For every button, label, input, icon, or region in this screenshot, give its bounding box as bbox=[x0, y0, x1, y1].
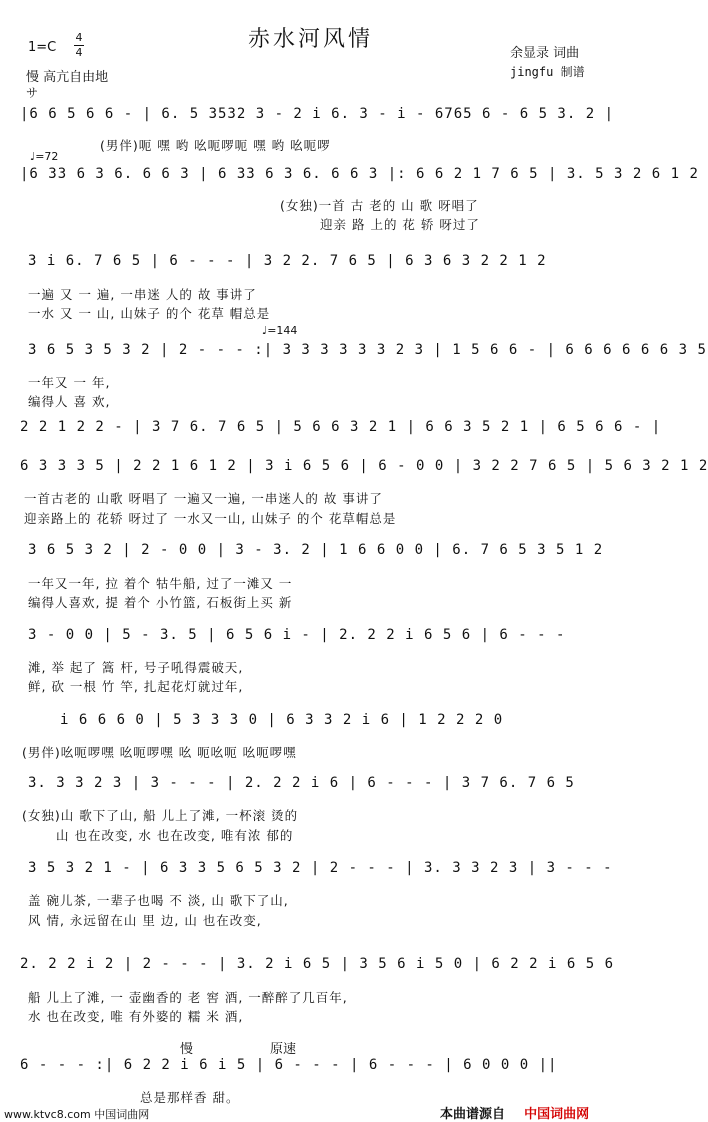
notation-line: 3 - 0 0 | 5 - 3. 5 | 6 5 6 i - | 2. 2 2 i 6 5 6 | 6 - - - bbox=[28, 627, 566, 643]
key-text: 1=C bbox=[28, 40, 57, 55]
author-credit: 余显录 词曲 bbox=[510, 46, 580, 61]
notation-line: |6 33 6 3 6. 6 6 3 | 6 33 6 3 6. 6 6 3 |: 6 6 2 1 7 6 5 | 3. 5 3 2 6 1 2 bbox=[20, 166, 699, 182]
maker-credit: jingfu 制谱 bbox=[510, 65, 585, 79]
notation-line: 3. 3 3 2 3 | 3 - - - | 2. 2 2 i 6 | 6 - - - | 3 7 6. 7 6 5 bbox=[28, 775, 575, 791]
free-tempo-mark: サ bbox=[26, 86, 39, 100]
lyrics-line: 一年又一年, 拉 着个 牯牛船, 过了一滩又 一 bbox=[28, 576, 293, 591]
notation-line: 3 5 3 2 1 - | 6 3 3 5 6 5 3 2 | 2 - - - | 3. 3 3 2 3 | 3 - - - bbox=[28, 860, 613, 876]
notation-line: 3 6 5 3 5 3 2 | 2 - - - :| 3 3 3 3 3 3 2 3 | 1 5 6 6 - | 6 6 6 6 6 6 3 5 bbox=[28, 342, 707, 358]
notation-line: 6 - - - :| 6 2 2 i 6 i 5 | 6 - - - | 6 - - - | 6 0 0 0 || bbox=[20, 1057, 558, 1073]
lyrics-line: 迎亲路上的 花轿 呀过了 一水又一山, 山妹子 的个 花草帽总是 bbox=[24, 511, 397, 526]
lyrics-line: 迎亲 路 上的 花 轿 呀过了 bbox=[320, 217, 480, 232]
lyrics-line: 编得人喜欢, 提 着个 小竹篮, 石板街上买 新 bbox=[28, 595, 293, 610]
tempo-mark: ♩=144 bbox=[262, 324, 298, 337]
lyrics-line: (男伴)呃 嘿 哟 吆呃啰呃 嘿 哟 吆呃啰 bbox=[100, 138, 331, 153]
key-signature bbox=[28, 40, 56, 55]
lyrics-line: 鲜, 砍 一根 竹 竿, 扎起花灯就过年, bbox=[28, 679, 244, 694]
lyrics-line: 船 儿上了滩, 一 壶幽香的 老 窖 酒, 一醉醉了几百年, bbox=[28, 990, 348, 1005]
lyrics-line: 风 情, 永远留在山 里 边, 山 也在改变, bbox=[28, 913, 262, 928]
lyrics-line: 滩, 举 起了 篙 杆, 号子吼得震破天, bbox=[28, 660, 244, 675]
notation-line: i 6 6 6 0 | 5 3 3 3 0 | 6 3 3 2 i 6 | 1 2 2 2 0 bbox=[60, 712, 504, 728]
source-site[interactable]: 中国词曲网 bbox=[524, 1107, 590, 1122]
lyrics-line: 总是那样香 甜。 bbox=[140, 1090, 240, 1105]
tempo-mark: ♩=72 bbox=[30, 150, 59, 163]
lyrics-line: 一年又 一 年, bbox=[28, 375, 111, 390]
site-watermark: www.ktvc8.com 中国词曲网 bbox=[4, 1108, 150, 1121]
lyrics-line: 一遍 又 一 遍, 一串迷 人的 故 事讲了 bbox=[28, 287, 257, 302]
lyrics-line: 一首古老的 山歌 呀唱了 一遍又一遍, 一串迷人的 故 事讲了 bbox=[24, 491, 383, 506]
notation-line: 2 2 1 2 2 - | 3 7 6. 7 6 5 | 5 6 6 3 2 1 | 6 6 3 5 2 1 | 6 5 6 6 - | bbox=[20, 419, 662, 435]
lyrics-line: (女独)一首 古 老的 山 歌 呀唱了 bbox=[280, 198, 479, 213]
notation-line: 3 6 5 3 2 | 2 - 0 0 | 3 - 3. 2 | 1 6 6 0 0 | 6. 7 6 5 3 5 1 2 bbox=[28, 542, 604, 558]
time-top: 4 bbox=[75, 31, 83, 44]
slow-mark: 慢 bbox=[180, 1042, 194, 1057]
tempo-instruction: 慢 高亢自由地 bbox=[26, 70, 109, 85]
notation-line: 2. 2 2 i 2 | 2 - - - | 3. 2 i 6 5 | 3 5 6 i 5 0 | 6 2 2 i 6 5 6 bbox=[20, 956, 615, 972]
time-signature bbox=[74, 32, 84, 59]
source-credit bbox=[440, 1103, 589, 1122]
notation-line: 3 i 6. 7 6 5 | 6 - - - | 3 2 2. 7 6 5 | 6 3 6 3 2 2 1 2 bbox=[28, 253, 547, 269]
lyrics-line: (男伴)吆呃啰嘿 吆呃啰嘿 吆 呃吆呃 吆呃啰嘿 bbox=[22, 745, 297, 760]
lyrics-line: 水 也在改变, 唯 有外婆的 糯 米 酒, bbox=[28, 1009, 244, 1024]
lyrics-line: 山 也在改变, 水 也在改变, 唯有浓 郁的 bbox=[56, 828, 294, 843]
lyrics-line: 编得人 喜 欢, bbox=[28, 394, 111, 409]
source-label: 本曲谱源自 bbox=[440, 1107, 506, 1122]
notation-line: 6 3 3 3 5 | 2 2 1 6 1 2 | 3 i 6 5 6 | 6 - 0 0 | 3 2 2 7 6 5 | 5 6 3 2 1 2 bbox=[20, 458, 708, 474]
lyrics-line: 盖 碗儿茶, 一辈子也喝 不 淡, 山 歌下了山, bbox=[28, 893, 289, 908]
original-speed-mark: 原速 bbox=[270, 1042, 297, 1057]
lyrics-line: 一水 又 一 山, 山妹子 的个 花草 帽总是 bbox=[28, 306, 271, 321]
page-title: 赤水河风情 bbox=[247, 27, 373, 52]
time-bottom: 4 bbox=[75, 46, 83, 59]
lyrics-line: (女独)山 歌下了山, 船 儿上了滩, 一杯滚 烫的 bbox=[22, 808, 299, 823]
notation-line: |6 6 5 6 6 - | 6. 5 3532 3 - 2 i 6. 3 - i - 6765 6 - 6 5 3. 2 | bbox=[20, 106, 615, 122]
